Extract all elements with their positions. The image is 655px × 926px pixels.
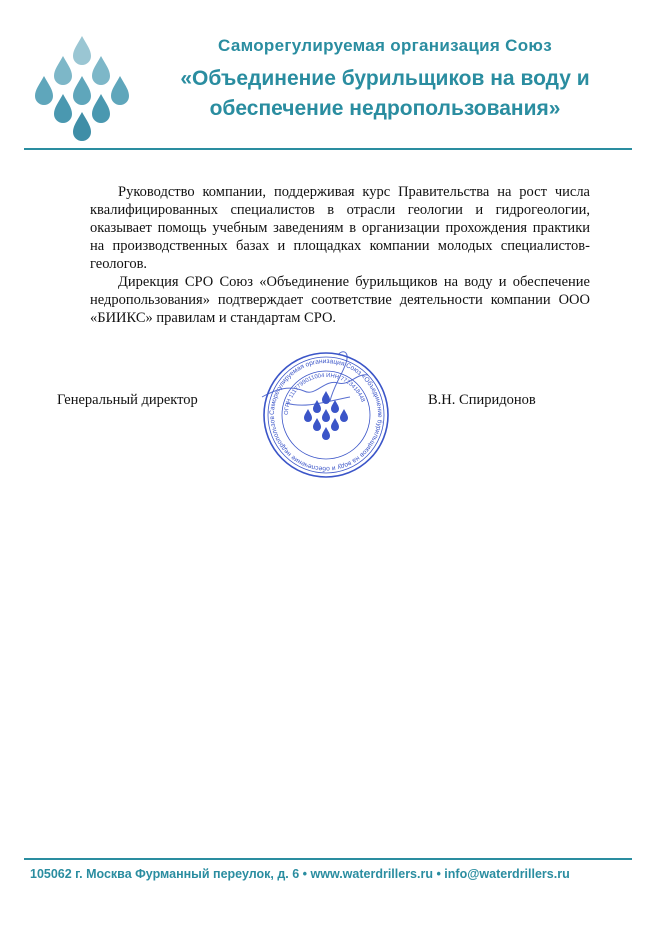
signatory-title: Генеральный директор [57,392,198,408]
paragraph: Дирекция СРО Союз «Объединение бурильщиков на воду и обеспечение недропользования» подтверждает соответствие деятельности компании ООО «БИИКС» правилам и стандартам СРО. [90,274,590,326]
footer-contacts: 105062 г. Москва Фурманный переулок, д. 6 • www.waterdrillers.ru • info@waterdrillers.ru [30,867,570,881]
stamp-outer-text: Саморегулируемая организация Союз «Объединение бурильщиков на воду и обеспечение недропользов [268,357,384,473]
signatory-name: В.Н. Спиридонов [428,392,536,408]
letterhead [150,36,620,124]
organization-type: Саморегулируемая организация Союз [218,36,552,55]
official-stamp [246,345,406,485]
paragraph: Руководство компании, поддерживая курс Правительства на рост числа квалифицированных специалистов в отрасли геологии и гидрогеологии, оказывает помощь учебным заведениям в организации прохождения практики на производственных базах и площадках компании молодых специалистов-геологов. [90,184,590,272]
organization-name-line1: «Объединение бурильщиков на воду и [180,67,590,90]
organization-name-line2: обеспечение недропользования» [209,97,561,120]
water-drops-logo [26,34,138,142]
letter-body [90,183,590,327]
stamp-inner-text: ОГРН 1117799011004 ИНН 7723418448 [283,372,366,416]
header-divider [24,148,632,150]
footer-divider [24,858,632,860]
